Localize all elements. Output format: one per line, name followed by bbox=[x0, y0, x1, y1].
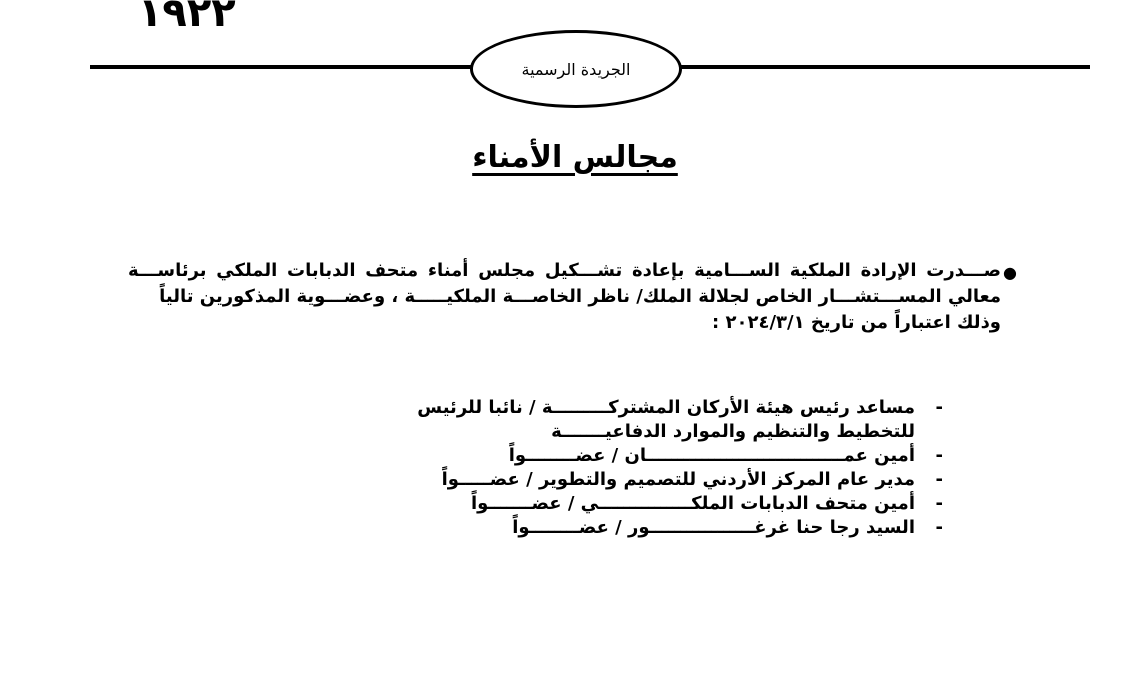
dash-marker: - bbox=[935, 517, 943, 538]
list-item bbox=[372, 516, 945, 540]
dash-marker: - bbox=[935, 445, 943, 466]
member-line: أمين عمــــــــــــــــــــــــــــــــان / عضــــــــواً bbox=[508, 445, 915, 466]
header-rule-right bbox=[680, 65, 1090, 69]
list-item bbox=[372, 444, 945, 468]
dash-marker: - bbox=[935, 397, 943, 418]
gazette-name-badge bbox=[470, 30, 682, 108]
list-item bbox=[372, 468, 945, 492]
page-number: ١٩٢٢ bbox=[138, 0, 236, 36]
gazette-name: الجريدة الرسمية bbox=[521, 59, 631, 79]
decree-line: وذلك اعتباراً من تاريخ ٢٠٢٤/٣/١ : bbox=[712, 312, 1001, 333]
member-line: أمين متحف الدبابات الملكـــــــــــــــي / عضـــــــواً bbox=[471, 493, 915, 514]
decree-paragraph bbox=[128, 258, 1017, 336]
dash-marker: - bbox=[935, 493, 943, 514]
members-list bbox=[372, 396, 945, 540]
decree-line: معالي المســـتشـــار الخاص لجلالة الملك/ ناظر الخاصـــة الملكيـــــة ، وعضـــوية المذكورين تالياً bbox=[159, 286, 1001, 307]
member-line: مساعد رئيس هيئة الأركان المشتركـــــــــة / نائبا للرئيس bbox=[417, 397, 915, 418]
member-line: للتخطيط والتنظيم والموارد الدفاعيـــــــة bbox=[551, 421, 915, 442]
bullet-icon: ● bbox=[1003, 263, 1017, 282]
member-line: السيد رجا حنا غرغـــــــــــــــــور / عضــــــــواً bbox=[512, 517, 915, 538]
list-item bbox=[372, 396, 945, 444]
member-line: مدير عام المركز الأردني للتصميم والتطوير / عضـــــواً bbox=[441, 469, 915, 490]
dash-marker: - bbox=[935, 469, 943, 490]
decree-line: صـــدرت الإرادة الملكية الســـامية بإعادة تشـــكيل مجلس أمناء متحف الدبابات الملكي برئاســـة bbox=[128, 260, 1001, 281]
section-title: مجالس الأمناء bbox=[472, 140, 678, 175]
list-item bbox=[372, 492, 945, 516]
header-rule-left bbox=[90, 65, 473, 69]
